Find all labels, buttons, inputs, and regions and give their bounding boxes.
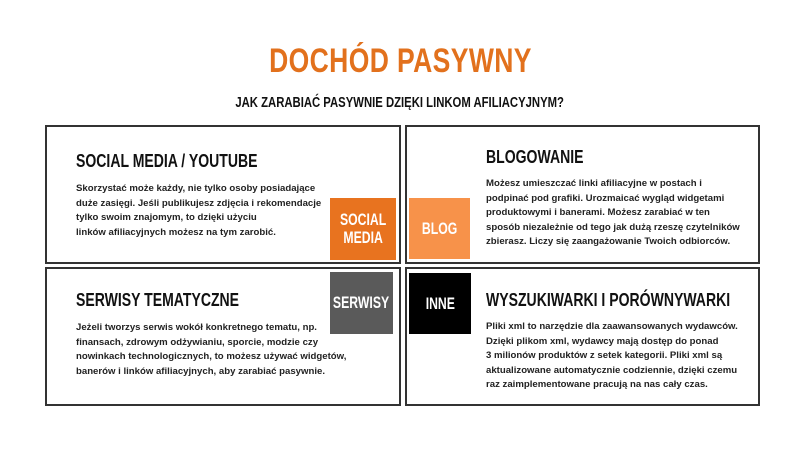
body-line: nowinkach technologicznych, to możesz używać widgetów, xyxy=(76,351,347,363)
body-line: aktualizowane automatycznie codziennie, dzięki czemu xyxy=(486,364,738,376)
section-heading: SERWISY TEMATYCZNE xyxy=(76,290,240,310)
tile-label: SERWISY xyxy=(333,293,390,312)
section-body xyxy=(486,177,740,250)
tile-social-media xyxy=(330,198,396,260)
section-body xyxy=(76,321,346,379)
tile-blog xyxy=(409,198,470,259)
section-heading: SOCIAL MEDIA / YOUTUBE xyxy=(76,151,258,171)
body-line: linków afiliacyjnych możesz na tym zarobić. xyxy=(76,226,276,238)
tile-serwisy xyxy=(330,272,393,334)
section-body xyxy=(486,320,738,393)
body-line: banerów i linków afiliacyjnych, aby zarabiać pasywnie. xyxy=(76,365,325,377)
body-line: tylko swoim znajomym, to dzięki użyciu xyxy=(76,212,257,224)
body-line: 3 milionów produktów z setek kategorii. Pliki xml są xyxy=(486,350,723,362)
body-line: duże zasięgi. Jeśli publikujesz zdjęcia i rekomendacje xyxy=(76,197,322,209)
section-heading: BLOGOWANIE xyxy=(486,147,584,167)
body-line: zbierasz. Liczy się zaangażowanie Twoich odbiorców. xyxy=(486,236,731,248)
page-subtitle xyxy=(0,94,800,112)
title-text: DOCHÓD PASYWNY xyxy=(268,42,532,80)
tile-inne xyxy=(409,273,471,334)
body-line: Pliki xml to narzędzie dla zaawansowanych wydawców. xyxy=(486,321,738,332)
page-title xyxy=(0,42,800,81)
body-line: Dzięki plikom xml, wydawcy mają dostęp do ponad xyxy=(486,335,719,347)
body-line: Skorzystać może każdy, nie tylko osoby posiadające xyxy=(76,183,316,194)
body-line: Jeżeli tworzys serwis wokół konkretnego tematu, np. xyxy=(76,322,317,333)
tile-label: SOCIAL xyxy=(339,210,387,229)
subtitle-text: JAK ZARABIAĆ PASYWNIE DZIĘKI LINKOM AFILIACYJNYM? xyxy=(235,95,565,111)
body-line: podpinać pod grafiki. Urozmaicać wygląd widgetami xyxy=(486,192,725,204)
section-body xyxy=(76,182,321,240)
body-line: Możesz umieszczać linki afiliacyjne w postach i xyxy=(486,178,702,189)
tile-label: INNE xyxy=(425,293,455,313)
section-heading: WYSZUKIWARKI I PORÓWNYWARKI xyxy=(486,290,731,310)
body-line: produktowymi i banerami. Możesz zarabiać w ten xyxy=(486,207,710,219)
body-line: sposób niezależnie od tego jak dużą rzeszę czytelników xyxy=(486,221,740,233)
tile-label: BLOG xyxy=(421,218,458,238)
body-line: finansach, zdrowym odżywianiu, sporcie, modzie czy xyxy=(76,336,319,348)
body-line: raz zaimplementowane pracują na nas cały czas. xyxy=(486,379,708,391)
tile-label: MEDIA xyxy=(343,228,383,247)
